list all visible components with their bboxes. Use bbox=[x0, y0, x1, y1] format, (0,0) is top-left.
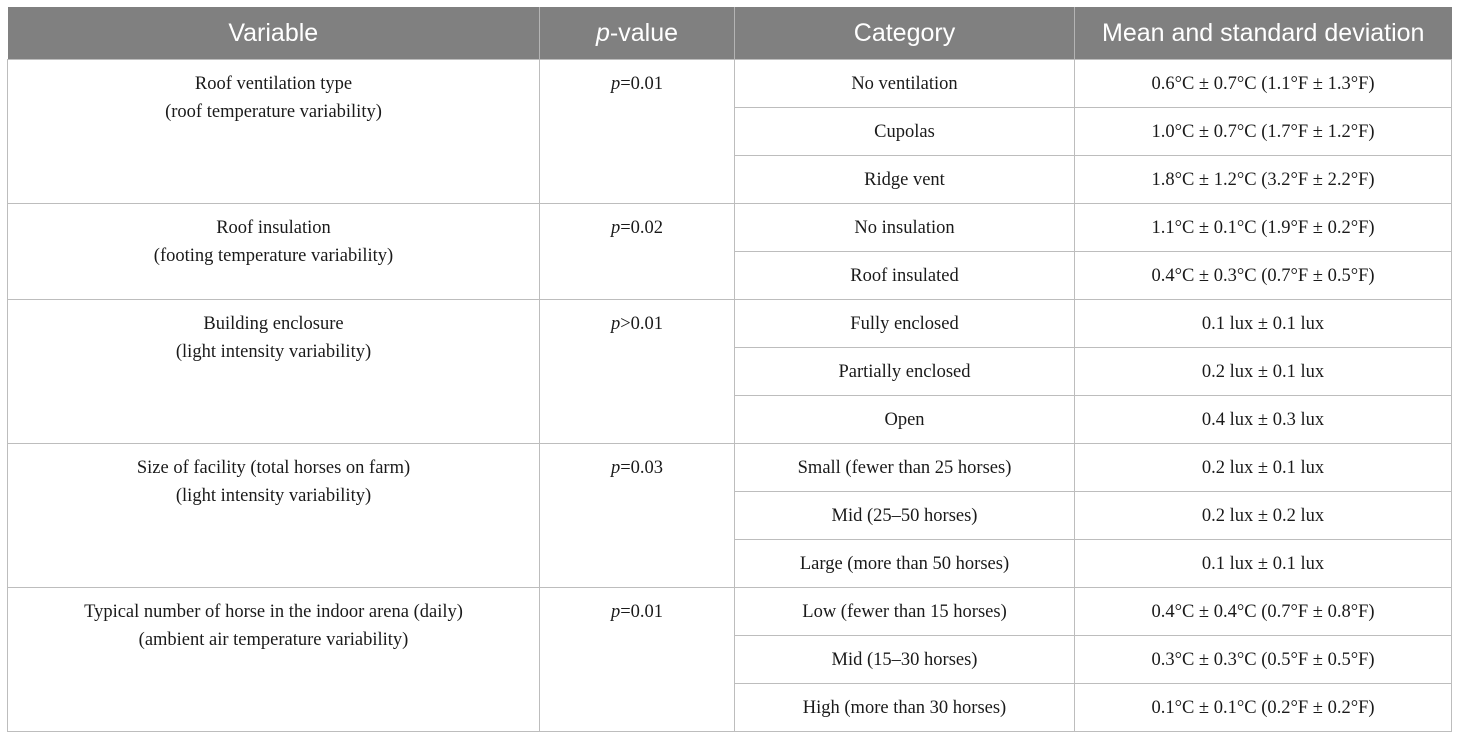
header-p-value bbox=[540, 7, 735, 60]
header-variable: Variable bbox=[8, 7, 540, 60]
category-cell: Low (fewer than 15 horses) bbox=[735, 588, 1075, 636]
p-value: =0.03 bbox=[620, 458, 664, 478]
table-row bbox=[8, 300, 1452, 348]
category-cell: Mid (25–50 horses) bbox=[735, 492, 1075, 540]
variable-cell bbox=[8, 60, 540, 204]
table-row bbox=[8, 204, 1452, 252]
p-value-cell bbox=[540, 60, 735, 204]
table-row bbox=[8, 60, 1452, 108]
variable-measure: (light intensity variability) bbox=[175, 486, 372, 506]
variable-cell bbox=[8, 588, 540, 732]
p-value: =0.01 bbox=[620, 602, 664, 622]
category-cell: Cupolas bbox=[735, 108, 1075, 156]
variable-measure: (roof temperature variability) bbox=[165, 102, 382, 122]
mean-sd-cell: 0.2 lux ± 0.2 lux bbox=[1075, 492, 1452, 540]
table-row bbox=[8, 588, 1452, 636]
mean-sd-cell: 0.2 lux ± 0.1 lux bbox=[1075, 444, 1452, 492]
variable-measure: (light intensity variability) bbox=[175, 342, 372, 362]
header-category: Category bbox=[735, 7, 1075, 60]
mean-sd-cell: 0.4°C ± 0.4°C (0.7°F ± 0.8°F) bbox=[1075, 588, 1452, 636]
table-row bbox=[8, 444, 1452, 492]
p-letter: p bbox=[610, 458, 621, 478]
mean-sd-cell: 0.1°C ± 0.1°C (0.2°F ± 0.2°F) bbox=[1075, 684, 1452, 732]
category-cell: No insulation bbox=[735, 204, 1075, 252]
variable-measure: (footing temperature variability) bbox=[153, 246, 394, 266]
category-cell: Fully enclosed bbox=[735, 300, 1075, 348]
variable-name: Roof ventilation type bbox=[194, 74, 353, 94]
table-body bbox=[8, 60, 1452, 732]
mean-sd-cell: 0.4°C ± 0.3°C (0.7°F ± 0.5°F) bbox=[1075, 252, 1452, 300]
mean-sd-cell: 0.1 lux ± 0.1 lux bbox=[1075, 300, 1452, 348]
variable-cell bbox=[8, 204, 540, 300]
variable-name: Typical number of horse in the indoor arena (daily) bbox=[84, 602, 463, 622]
p-value-cell bbox=[540, 300, 735, 444]
p-letter: p bbox=[610, 314, 621, 334]
table-header bbox=[8, 7, 1452, 60]
variable-name: Building enclosure bbox=[203, 314, 344, 334]
p-letter: p bbox=[610, 74, 621, 94]
variable-cell bbox=[8, 300, 540, 444]
p-letter: p bbox=[610, 602, 621, 622]
category-cell: Ridge vent bbox=[735, 156, 1075, 204]
variable-name: Size of facility (total horses on farm) bbox=[136, 458, 411, 478]
mean-sd-cell: 0.6°C ± 0.7°C (1.1°F ± 1.3°F) bbox=[1075, 60, 1452, 108]
p-value: =0.01 bbox=[620, 74, 664, 94]
category-cell: Small (fewer than 25 horses) bbox=[735, 444, 1075, 492]
header-p-letter: p bbox=[596, 18, 610, 47]
category-cell: No ventilation bbox=[735, 60, 1075, 108]
header-row bbox=[8, 7, 1452, 60]
p-value-cell bbox=[540, 588, 735, 732]
p-letter: p bbox=[610, 218, 621, 238]
variable-cell bbox=[8, 444, 540, 588]
mean-sd-cell: 1.8°C ± 1.2°C (3.2°F ± 2.2°F) bbox=[1075, 156, 1452, 204]
mean-sd-cell: 0.1 lux ± 0.1 lux bbox=[1075, 540, 1452, 588]
mean-sd-cell: 0.4 lux ± 0.3 lux bbox=[1075, 396, 1452, 444]
category-cell: Large (more than 50 horses) bbox=[735, 540, 1075, 588]
variable-name: Roof insulation bbox=[216, 218, 331, 238]
p-value-cell bbox=[540, 204, 735, 300]
mean-sd-cell: 0.2 lux ± 0.1 lux bbox=[1075, 348, 1452, 396]
category-cell: High (more than 30 horses) bbox=[735, 684, 1075, 732]
mean-sd-cell: 1.1°C ± 0.1°C (1.9°F ± 0.2°F) bbox=[1075, 204, 1452, 252]
p-value: >0.01 bbox=[620, 314, 664, 334]
category-cell: Partially enclosed bbox=[735, 348, 1075, 396]
category-cell: Roof insulated bbox=[735, 252, 1075, 300]
p-value-cell bbox=[540, 444, 735, 588]
mean-sd-cell: 1.0°C ± 0.7°C (1.7°F ± 1.2°F) bbox=[1075, 108, 1452, 156]
mean-sd-cell: 0.3°C ± 0.3°C (0.5°F ± 0.5°F) bbox=[1075, 636, 1452, 684]
category-cell: Mid (15–30 horses) bbox=[735, 636, 1075, 684]
p-value: =0.02 bbox=[620, 218, 664, 238]
header-p-suffix: -value bbox=[609, 18, 678, 47]
category-cell: Open bbox=[735, 396, 1075, 444]
results-table bbox=[7, 7, 1452, 732]
variable-measure: (ambient air temperature variability) bbox=[138, 630, 409, 650]
header-mean-sd: Mean and standard deviation bbox=[1075, 7, 1452, 60]
